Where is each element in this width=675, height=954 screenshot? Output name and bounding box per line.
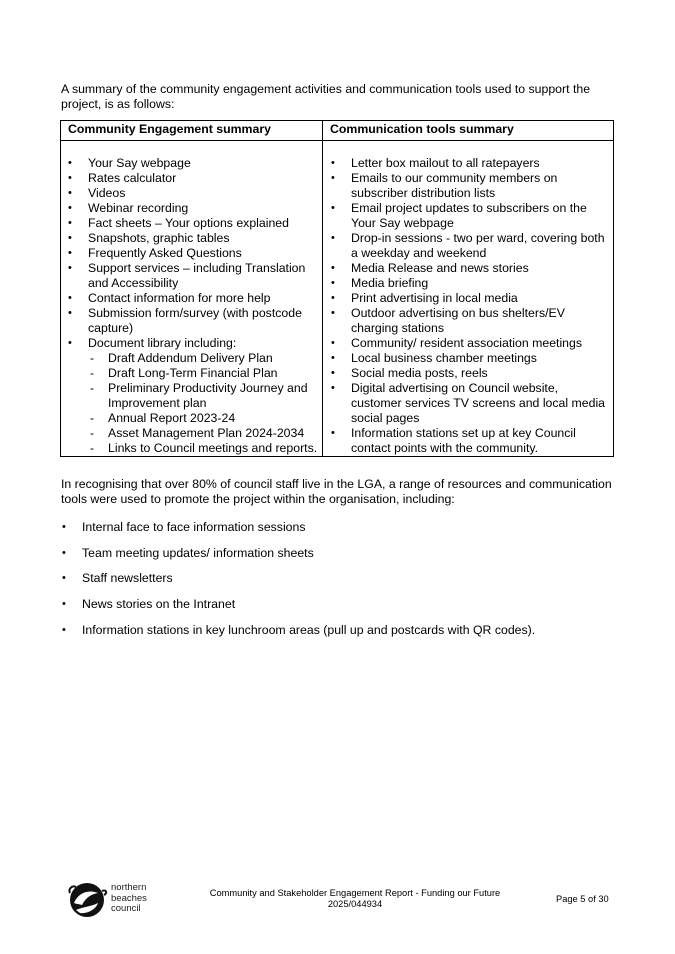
list-item: • Submission form/survey (with postcode capture) <box>67 306 322 336</box>
list-item: • Information stations set up at key Council contact points with the community. <box>330 426 609 456</box>
list-item: • Letter box mailout to all ratepayers <box>330 156 609 171</box>
list-item: • Community/ resident association meetings <box>330 336 609 351</box>
list-item: • Emails to our community members on subscriber distribution lists <box>330 171 609 201</box>
list-item: • Outdoor advertising on bus shelters/EV charging stations <box>330 306 609 336</box>
sub-list-item: - Preliminary Productivity Journey and Improvement plan <box>88 381 322 411</box>
footer-doc-number: 2025/044934 <box>327 899 383 909</box>
communication-summary-cell <box>323 141 614 457</box>
list-item: • Support services – including Translation and Accessibility <box>67 261 322 291</box>
footer-page-number: Page 5 of 30 <box>556 894 609 904</box>
list-item: • Social media posts, reels <box>330 366 609 381</box>
list-item: • Your Say webpage <box>67 156 322 171</box>
list-item: • News stories on the Intranet <box>61 597 621 612</box>
logo-word: northern <box>111 882 147 893</box>
list-item: • Staff newsletters <box>61 571 621 586</box>
engagement-list <box>67 156 322 456</box>
list-item: • Internal face to face information sessions <box>61 520 621 535</box>
footer-report-title: Community and Stakeholder Engagement Report - Funding our Future <box>209 888 501 898</box>
intro-paragraph: A summary of the community engagement activities and communication tools used to support the project, is as follows: <box>61 82 591 111</box>
communication-list <box>330 156 609 456</box>
list-item: • Fact sheets – Your options explained <box>67 216 322 231</box>
list-item: • Frequently Asked Questions <box>67 246 322 261</box>
staff-resources-list <box>61 520 621 648</box>
logo-word: beaches <box>111 892 147 904</box>
list-item: • Information stations in key lunchroom areas (pull up and postcards with QR codes). <box>61 623 621 638</box>
footer-report-info <box>200 888 510 910</box>
list-item: • Drop-in sessions - two per ward, covering both a weekday and weekend <box>330 231 609 261</box>
document-library-item <box>67 336 322 456</box>
list-item: • Webinar recording <box>67 201 322 216</box>
communication-summary-header: Communication tools summary <box>323 121 614 141</box>
list-item: • Email project updates to subscribers on the Your Say webpage <box>330 201 609 231</box>
document-library-label: Document library including: <box>88 336 237 350</box>
engagement-summary-cell <box>61 141 323 457</box>
sub-list-item: - Draft Addendum Delivery Plan <box>88 351 322 366</box>
summary-table <box>60 120 614 457</box>
list-item: • Videos <box>67 186 322 201</box>
list-item: • Digital advertising on Council website, customer services TV screens and local media social pages <box>330 381 609 426</box>
list-item: • Team meeting updates/ information sheets <box>61 546 621 561</box>
engagement-summary-header: Community Engagement summary <box>61 121 323 141</box>
list-item: • Media briefing <box>330 276 609 291</box>
list-item: • Media Release and news stories <box>330 261 609 276</box>
sub-list-item: - Links to Council meetings and reports. <box>88 441 322 456</box>
sub-list-item: - Annual Report 2023-24 <box>88 411 322 426</box>
sub-list-item: - Draft Long-Term Financial Plan <box>88 366 322 381</box>
staff-resources-paragraph: In recognising that over 80% of council staff live in the LGA, a range of resources and communication tools were used to promote the project within the organisation, including: <box>61 477 612 506</box>
logo-wordmark <box>111 883 147 915</box>
list-item: • Contact information for more help <box>67 291 322 306</box>
list-item: • Snapshots, graphic tables <box>67 231 322 246</box>
list-item: • Print advertising in local media <box>330 291 609 306</box>
list-item: • Local business chamber meetings <box>330 351 609 366</box>
sub-list-item: - Asset Management Plan 2024-2034 <box>88 426 322 441</box>
list-item: • Rates calculator <box>67 171 322 186</box>
document-library-list <box>88 351 322 456</box>
logo-word: council <box>111 903 141 914</box>
